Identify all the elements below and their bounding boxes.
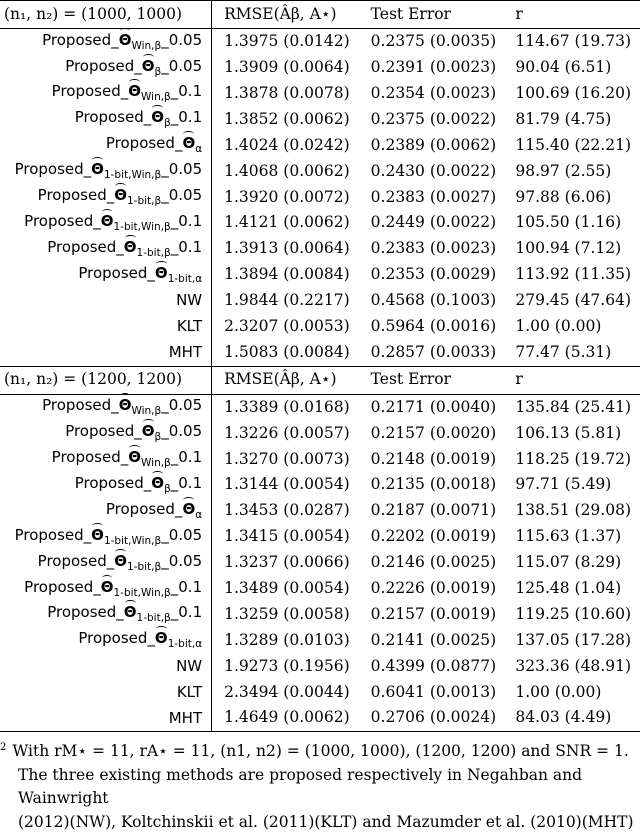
rmse-cell: 1.3226 (0.0057) bbox=[212, 420, 359, 446]
rmse-cell: 1.4068 (0.0062) bbox=[212, 158, 359, 184]
method-cell: $Proposed\_\Theta_{1-bit,\alpha}$ bbox=[0, 262, 212, 288]
rank-cell: 97.71 (5.49) bbox=[503, 472, 640, 498]
table-row bbox=[0, 446, 640, 472]
table-row bbox=[0, 236, 640, 262]
rank-cell: 125.48 (1.04) bbox=[503, 576, 640, 602]
test-error-cell: 0.2171 (0.0040) bbox=[359, 394, 504, 420]
table-row bbox=[0, 81, 640, 107]
method-cell: $Proposed\_\Theta_{Win,\beta}\_0.1$ bbox=[0, 81, 212, 107]
method-cell: $Proposed\_\Theta_{Win,\beta}\_0.05$ bbox=[0, 394, 212, 420]
rank-cell: 323.36 (48.91) bbox=[503, 653, 640, 679]
method-cell: $Proposed\_\Theta_\beta\_0.1$ bbox=[0, 472, 212, 498]
test-error-cell: 0.2226 (0.0019) bbox=[359, 576, 504, 602]
test-error-header: Test Error bbox=[359, 1, 504, 29]
table-row bbox=[0, 314, 640, 340]
rmse-cell: 1.5083 (0.0084) bbox=[212, 340, 359, 366]
rmse-cell: 2.3207 (0.0053) bbox=[212, 314, 359, 340]
rank-cell: 97.88 (6.06) bbox=[503, 184, 640, 210]
method-cell: MHT bbox=[0, 340, 212, 366]
test-error-cell: 0.2135 (0.0018) bbox=[359, 472, 504, 498]
rmse-cell: 1.3909 (0.0064) bbox=[212, 55, 359, 81]
rmse-cell: 1.3237 (0.0066) bbox=[212, 550, 359, 576]
table-row bbox=[0, 158, 640, 184]
rank-cell: 279.45 (47.64) bbox=[503, 288, 640, 314]
rank-cell: 84.03 (4.49) bbox=[503, 705, 640, 731]
method-cell: KLT bbox=[0, 679, 212, 705]
test-error-cell: 0.2383 (0.0027) bbox=[359, 184, 504, 210]
setting-header: (n₁, n₂) = (1200, 1200) bbox=[0, 366, 212, 394]
table-row bbox=[0, 576, 640, 602]
table-row bbox=[0, 55, 640, 81]
rmse-cell: 1.4121 (0.0062) bbox=[212, 210, 359, 236]
method-cell: $Proposed\_\Theta_{Win,\beta}\_0.1$ bbox=[0, 446, 212, 472]
rmse-cell: 1.3913 (0.0064) bbox=[212, 236, 359, 262]
method-cell: $Proposed\_\Theta_\alpha$ bbox=[0, 498, 212, 524]
rank-cell: 119.25 (10.60) bbox=[503, 602, 640, 628]
rmse-cell: 1.4024 (0.0242) bbox=[212, 133, 359, 159]
rank-cell: 98.97 (2.55) bbox=[503, 158, 640, 184]
test-error-cell: 0.2375 (0.0022) bbox=[359, 107, 504, 133]
rmse-cell: 1.9844 (0.2217) bbox=[212, 288, 359, 314]
method-cell: KLT bbox=[0, 314, 212, 340]
rank-cell: 115.40 (22.21) bbox=[503, 133, 640, 159]
footnote-line-3: (2012)(NW), Koltchinskii et al. (2011)(KLT) and Mazumder et al. (2010)(MHT) bbox=[0, 811, 640, 834]
rank-cell: 100.94 (7.12) bbox=[503, 236, 640, 262]
rmse-header: RMSE(Âβ, A⋆) bbox=[212, 366, 359, 394]
rank-cell: 81.79 (4.75) bbox=[503, 107, 640, 133]
rank-header: r bbox=[503, 366, 640, 394]
rmse-cell: 1.3259 (0.0058) bbox=[212, 602, 359, 628]
rmse-cell: 1.3453 (0.0287) bbox=[212, 498, 359, 524]
method-cell: $Proposed\_\Theta_{1-bit,\beta}\_0.05$ bbox=[0, 550, 212, 576]
test-error-cell: 0.2449 (0.0022) bbox=[359, 210, 504, 236]
rmse-header: RMSE(Âβ, A⋆) bbox=[212, 1, 359, 29]
footnote-line-2: The three existing methods are proposed respectively in Negahban and Wainwright bbox=[0, 764, 640, 811]
rank-cell: 90.04 (6.51) bbox=[503, 55, 640, 81]
table-row bbox=[0, 420, 640, 446]
table-row bbox=[0, 498, 640, 524]
rank-cell: 115.63 (1.37) bbox=[503, 524, 640, 550]
method-cell: $Proposed\_\Theta_{1-bit,\beta}\_0.1$ bbox=[0, 236, 212, 262]
setting-header: (n₁, n₂) = (1000, 1000) bbox=[0, 1, 212, 29]
test-error-cell: 0.2857 (0.0033) bbox=[359, 340, 504, 366]
method-cell: $Proposed\_\Theta_\alpha$ bbox=[0, 133, 212, 159]
rmse-cell: 1.3389 (0.0168) bbox=[212, 394, 359, 420]
rmse-cell: 1.3975 (0.0142) bbox=[212, 29, 359, 55]
test-error-cell: 0.5964 (0.0016) bbox=[359, 314, 504, 340]
table-row bbox=[0, 550, 640, 576]
rank-cell: 105.50 (1.16) bbox=[503, 210, 640, 236]
test-error-cell: 0.2354 (0.0023) bbox=[359, 81, 504, 107]
test-error-cell: 0.2148 (0.0019) bbox=[359, 446, 504, 472]
method-cell: $Proposed\_\Theta_\beta\_0.05$ bbox=[0, 420, 212, 446]
rmse-cell: 1.3289 (0.0103) bbox=[212, 628, 359, 654]
rank-cell: 114.67 (19.73) bbox=[503, 29, 640, 55]
test-error-cell: 0.2187 (0.0071) bbox=[359, 498, 504, 524]
test-error-cell: 0.2430 (0.0022) bbox=[359, 158, 504, 184]
rmse-cell: 1.4649 (0.0062) bbox=[212, 705, 359, 731]
table-row bbox=[0, 394, 640, 420]
rmse-cell: 1.3270 (0.0073) bbox=[212, 446, 359, 472]
test-error-cell: 0.2375 (0.0035) bbox=[359, 29, 504, 55]
rank-cell: 135.84 (25.41) bbox=[503, 394, 640, 420]
rmse-cell: 1.3415 (0.0054) bbox=[212, 524, 359, 550]
method-cell: $Proposed\_\Theta_{1-bit,\alpha}$ bbox=[0, 628, 212, 654]
table-row bbox=[0, 340, 640, 366]
method-cell: NW bbox=[0, 288, 212, 314]
test-error-cell: 0.2383 (0.0023) bbox=[359, 236, 504, 262]
table-row bbox=[0, 107, 640, 133]
rmse-cell: 1.3920 (0.0072) bbox=[212, 184, 359, 210]
rmse-cell: 1.3144 (0.0054) bbox=[212, 472, 359, 498]
table-row bbox=[0, 29, 640, 55]
rank-cell: 118.25 (19.72) bbox=[503, 446, 640, 472]
footnote-line-1 bbox=[0, 736, 640, 764]
rmse-cell: 1.9273 (0.1956) bbox=[212, 653, 359, 679]
method-cell: $Proposed\_\Theta_\beta\_0.1$ bbox=[0, 107, 212, 133]
test-error-cell: 0.2157 (0.0020) bbox=[359, 420, 504, 446]
table-row bbox=[0, 184, 640, 210]
rank-cell: 113.92 (11.35) bbox=[503, 262, 640, 288]
rank-cell: 137.05 (17.28) bbox=[503, 628, 640, 654]
table-row bbox=[0, 262, 640, 288]
test-error-cell: 0.2391 (0.0023) bbox=[359, 55, 504, 81]
table-row bbox=[0, 705, 640, 731]
test-error-cell: 0.2157 (0.0019) bbox=[359, 602, 504, 628]
table-row bbox=[0, 133, 640, 159]
method-cell: $Proposed\_\Theta_{1-bit,Win,\beta}\_0.1$ bbox=[0, 210, 212, 236]
rmse-cell: 2.3494 (0.0044) bbox=[212, 679, 359, 705]
test-error-cell: 0.4399 (0.0877) bbox=[359, 653, 504, 679]
rank-header: r bbox=[503, 1, 640, 29]
rank-cell: 1.00 (0.00) bbox=[503, 314, 640, 340]
table-row bbox=[0, 524, 640, 550]
method-cell: $Proposed\_\Theta_{1-bit,\beta}\_0.05$ bbox=[0, 184, 212, 210]
method-cell: $Proposed\_\Theta_{1-bit,Win,\beta}\_0.05$ bbox=[0, 158, 212, 184]
footnote-marker: 2 bbox=[0, 742, 6, 753]
rank-cell: 106.13 (5.81) bbox=[503, 420, 640, 446]
method-cell: $Proposed\_\Theta_{1-bit,Win,\beta}\_0.1$ bbox=[0, 576, 212, 602]
table-row bbox=[0, 679, 640, 705]
test-error-header: Test Error bbox=[359, 366, 504, 394]
rank-cell: 115.07 (8.29) bbox=[503, 550, 640, 576]
table-row bbox=[0, 472, 640, 498]
table-row bbox=[0, 288, 640, 314]
table-row bbox=[0, 628, 640, 654]
test-error-cell: 0.6041 (0.0013) bbox=[359, 679, 504, 705]
method-cell: $Proposed\_\Theta_{1-bit,\beta}\_0.1$ bbox=[0, 602, 212, 628]
test-error-cell: 0.2146 (0.0025) bbox=[359, 550, 504, 576]
rmse-cell: 1.3489 (0.0054) bbox=[212, 576, 359, 602]
rank-cell: 77.47 (5.31) bbox=[503, 340, 640, 366]
rmse-cell: 1.3878 (0.0078) bbox=[212, 81, 359, 107]
method-cell: MHT bbox=[0, 705, 212, 731]
test-error-cell: 0.2141 (0.0025) bbox=[359, 628, 504, 654]
test-error-cell: 0.2706 (0.0024) bbox=[359, 705, 504, 731]
rank-cell: 138.51 (29.08) bbox=[503, 498, 640, 524]
rmse-cell: 1.3894 (0.0084) bbox=[212, 262, 359, 288]
footnote bbox=[0, 736, 640, 834]
header-row bbox=[0, 1, 640, 29]
test-error-cell: 0.2389 (0.0062) bbox=[359, 133, 504, 159]
method-cell: $Proposed\_\Theta_{1-bit,Win,\beta}\_0.05$ bbox=[0, 524, 212, 550]
test-error-cell: 0.2202 (0.0019) bbox=[359, 524, 504, 550]
footnote-text-1: With rM⋆ = 11, rA⋆ = 11, (n1, n2) = (1000, 1000), (1200, 1200) and SNR = 1. bbox=[12, 742, 628, 760]
table-row bbox=[0, 210, 640, 236]
rank-cell: 1.00 (0.00) bbox=[503, 679, 640, 705]
method-cell: $Proposed\_\Theta_{Win,\beta}\_0.05$ bbox=[0, 29, 212, 55]
test-error-cell: 0.2353 (0.0029) bbox=[359, 262, 504, 288]
rmse-cell: 1.3852 (0.0062) bbox=[212, 107, 359, 133]
rank-cell: 100.69 (16.20) bbox=[503, 81, 640, 107]
header-row bbox=[0, 366, 640, 394]
test-error-cell: 0.4568 (0.1003) bbox=[359, 288, 504, 314]
table-row bbox=[0, 653, 640, 679]
method-cell: $Proposed\_\Theta_\beta\_0.05$ bbox=[0, 55, 212, 81]
table-row bbox=[0, 602, 640, 628]
method-cell: NW bbox=[0, 653, 212, 679]
